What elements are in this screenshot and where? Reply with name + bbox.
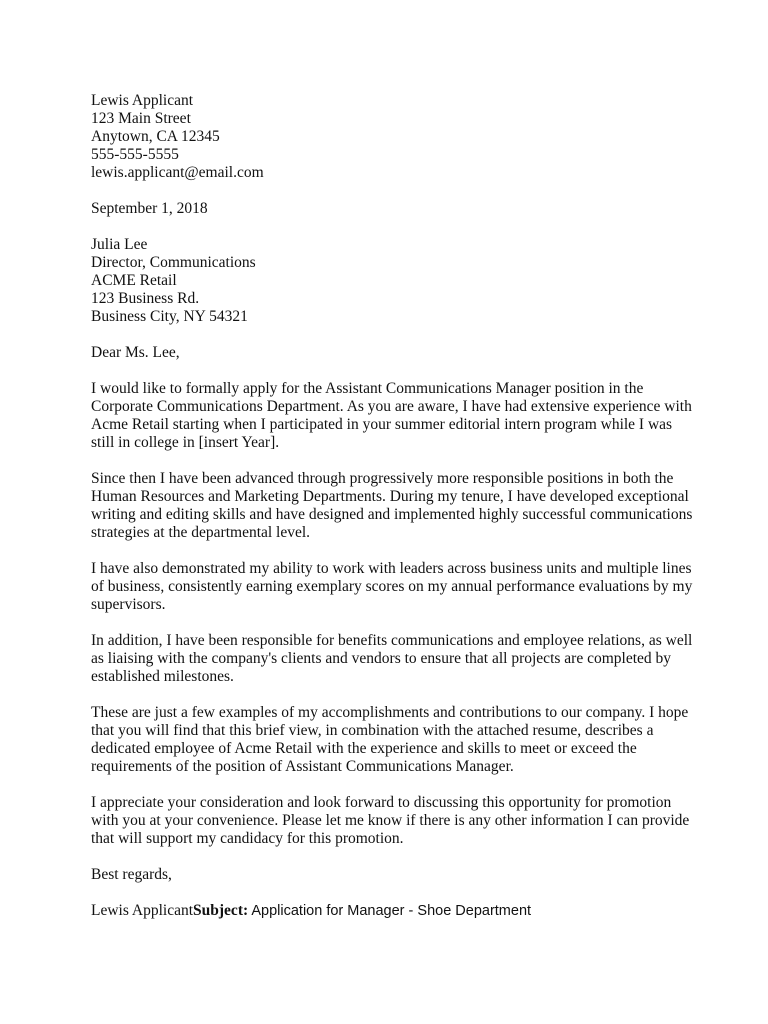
recipient-company: ACME Retail	[91, 272, 177, 289]
signature-name: Lewis Applicant	[91, 902, 194, 919]
paragraph-line: established milestones.	[91, 668, 234, 685]
sender-phone: 555-555-5555	[91, 146, 179, 163]
recipient-address	[91, 236, 708, 326]
body-paragraph-1	[91, 380, 708, 452]
paragraph-line: still in college in [insert Year].	[91, 434, 280, 451]
paragraph-line: Acme Retail starting when I participated in your summer editorial intern program while I was	[91, 416, 673, 433]
body-paragraph-3	[91, 560, 708, 614]
paragraph-line: dedicated employee of Acme Retail with the experience and skills to meet or exceed the	[91, 740, 637, 757]
subject-text: Application for Manager - Shoe Department	[248, 903, 532, 919]
paragraph-line: as liaising with the company's clients and vendors to ensure that all projects are completed by	[91, 650, 672, 667]
paragraph-line: that will support my candidacy for this promotion.	[91, 830, 404, 847]
sender-city: Anytown, CA 12345	[91, 128, 220, 145]
signature-line	[91, 902, 708, 920]
sender-street: 123 Main Street	[91, 110, 191, 127]
subject-label: Subject:	[193, 902, 249, 919]
paragraph-line: I have also demonstrated my ability to work with leaders across business units and multiple lines	[91, 560, 692, 577]
paragraph-line: with you at your convenience. Please let me know if there is any other information I can provide	[91, 812, 690, 829]
recipient-name: Julia Lee	[91, 236, 148, 253]
paragraph-line: supervisors.	[91, 596, 166, 613]
recipient-city: Business City, NY 54321	[91, 308, 248, 325]
closing: Best regards,	[91, 866, 172, 883]
body-paragraph-4	[91, 632, 708, 686]
letter-date: September 1, 2018	[91, 200, 208, 217]
paragraph-line: strategies at the departmental level.	[91, 524, 311, 541]
sender-name: Lewis Applicant	[91, 92, 194, 109]
body-paragraph-5	[91, 704, 708, 776]
recipient-street: 123 Business Rd.	[91, 290, 200, 307]
paragraph-line: These are just a few examples of my accomplishments and contributions to our company. I hope	[91, 704, 689, 721]
paragraph-line: Corporate Communications Department. As you are aware, I have had extensive experience with	[91, 398, 692, 415]
paragraph-line: In addition, I have been responsible for benefits communications and employee relations, as well	[91, 632, 693, 649]
sender-address	[91, 92, 708, 182]
paragraph-line: Human Resources and Marketing Departments. During my tenure, I have developed exceptional	[91, 488, 689, 505]
closing-block	[91, 866, 708, 884]
paragraph-line: that you will find that this brief view, in combination with the attached resume, describes a	[91, 722, 654, 739]
body-paragraph-2	[91, 470, 708, 542]
paragraph-line: Since then I have been advanced through progressively more responsible positions in both the	[91, 470, 674, 487]
salutation: Dear Ms. Lee,	[91, 344, 180, 361]
recipient-title: Director, Communications	[91, 254, 256, 271]
paragraph-line: requirements of the position of Assistant Communications Manager.	[91, 758, 514, 775]
paragraph-line: I would like to formally apply for the Assistant Communications Manager position in the	[91, 380, 644, 397]
paragraph-line: writing and editing skills and have designed and implemented highly successful communications	[91, 506, 693, 523]
letter-date-block	[91, 200, 708, 218]
paragraph-line: I appreciate your consideration and look forward to discussing this opportunity for promotion	[91, 794, 672, 811]
sender-email: lewis.applicant@email.com	[91, 164, 264, 181]
paragraph-line: of business, consistently earning exemplary scores on my annual performance evaluations by my	[91, 578, 693, 595]
body-paragraph-6	[91, 794, 708, 848]
salutation-block	[91, 344, 708, 362]
